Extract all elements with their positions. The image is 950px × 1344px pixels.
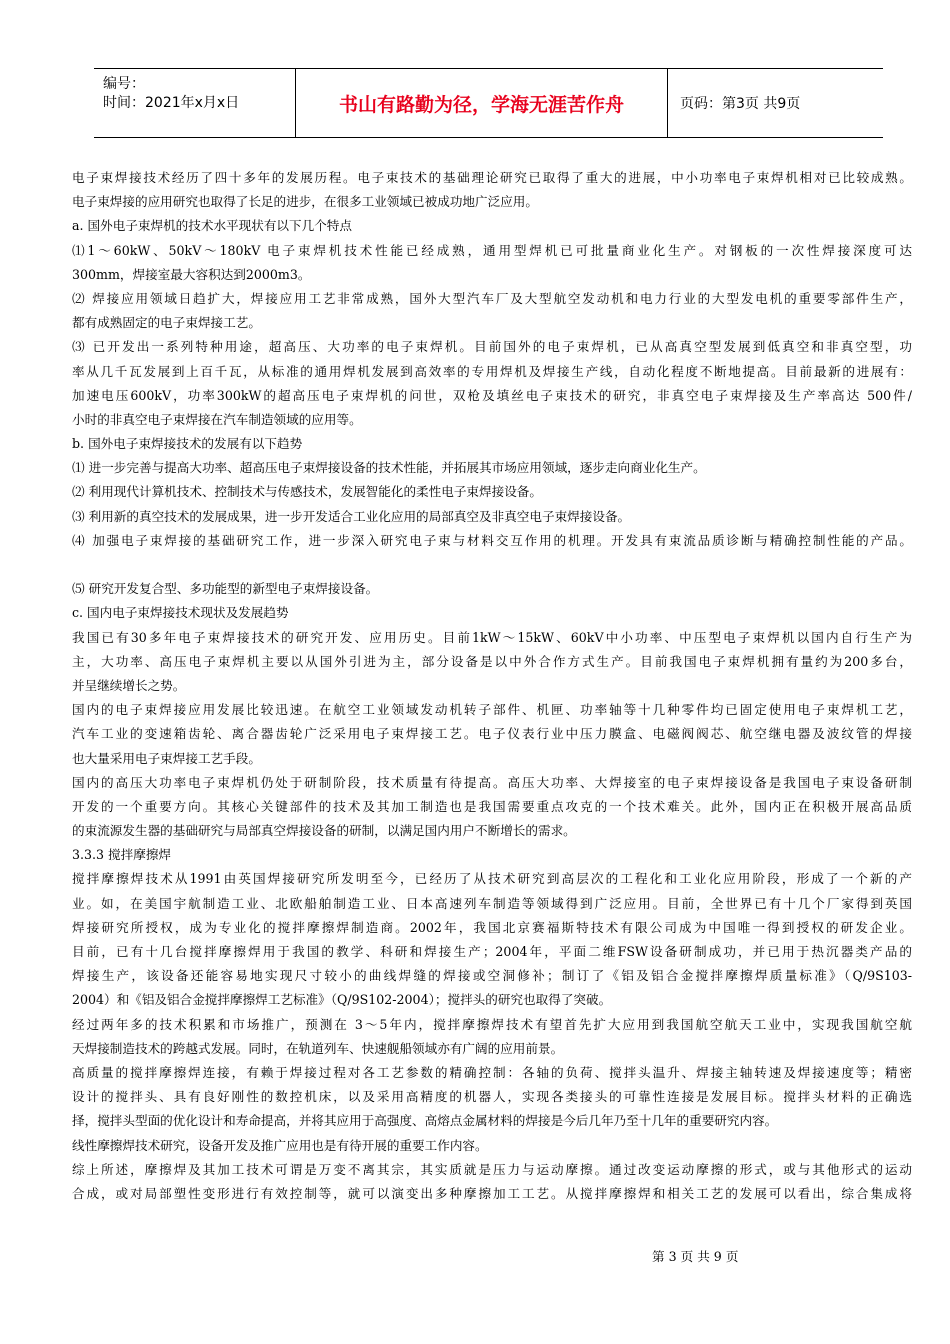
document-time: 时间：2021年x月x日 [103,95,240,111]
text-line: ⑷ 加强电子束焊接的基础研究工作，进一步深入研究电子束与材料交互作用的机理。开发具有束流品质诊断与精确控制性能的产品。 [72,532,912,548]
text-line: 焊接研究所授权，成为专业化的搅拌摩擦焊制造商。2002年，我国北京赛福斯特技术有限公司成为中国唯一得到授权的研发企业。 [72,919,912,935]
text-line: 业。如，在美国宇航制造工业、北欧船舶制造工业、日本高速列车制造等领域得到广泛应用。目前，全世界已有十几个厂家得到英国 [72,895,912,911]
document-body [72,166,912,1206]
text-line: 并呈继续增长之势。 [72,677,186,693]
header-page-number: 页码：第3页 共9页 [680,96,801,112]
text-line: 目前，已有十几台搅拌摩擦焊用于我国的教学、科研和焊接生产；2004年，平面二维FSW设备研制成功，并已用于热沉器类产品的 [72,944,912,959]
blank-line [72,553,912,577]
text-line: ⑶ 利用新的真空技术的发展成果，进一步开发适合工业化应用的局部真空及非真空电子束焊接设备。 [72,508,631,524]
text-line: 电子束焊接的应用研究也取得了长足的进步，在很多工业领域已被成功地广泛应用。 [72,194,538,210]
text-line: 高质量的搅拌摩擦焊连接，有赖于焊接过程对各工艺参数的精确控制：各轴的负荷、搅拌头温升、焊接主轴转速及焊接速度等；精密 [72,1064,912,1080]
text-line: 天焊接制造技术的跨越式发展。同时，在轨道列车、快速舰船领域亦有广阔的应用前景。 [72,1040,564,1056]
header-info-cell [94,69,295,137]
text-line: a. 国外电子束焊机的技术水平现状有以下几个特点 [72,218,352,234]
text-line: 开发的一个重要方向。其核心关键部件的技术及其加工制造也是我国需要重点攻克的一个技术难关。此外，国内正在积极开展高品质 [72,798,912,814]
header-motto: 书山有路勤为径，学海无涯苦作舟 [295,69,668,137]
text-line: 加速电压600kV，功率300kW的超高压电子束焊机的问世，双枪及填丝电子束技术的研究，非真空电子束焊接及生产率高达 500件/ [72,387,912,403]
text-line: 小时的非真空电子束焊接在汽车制造领域的应用等。 [72,411,362,427]
text-line: b. 国外电子束焊接技术的发展有以下趋势 [72,436,303,452]
text-line: 线性摩擦焊技术研究，设备开发及推广应用也是有待开展的重要工作内容。 [72,1137,488,1153]
text-line: 也大量采用电子束焊接工艺手段。 [72,750,261,766]
text-line: 3.3.3 搅拌摩擦焊 [72,847,172,863]
page-header [94,68,883,138]
text-line: 综上所述，摩擦焊及其加工技术可谓是万变不离其宗，其实质就是压力与运动摩擦。通过改变运动摩擦的形式，或与其他形式的运动 [72,1161,912,1177]
text-line: ⑵ 利用现代计算机技术、控制技术与传感技术，发展智能化的柔性电子束焊接设备。 [72,484,542,500]
text-line: 我国已有30多年电子束焊接技术的研究开发、应用历史。目前1kW～15kW、60kV中小功率、中压型电子束焊机以国内自行生产为 [72,629,912,645]
text-line: 电子束焊接技术经历了四十多年的发展历程。电子束技术的基础理论研究已取得了重大的进展，中小功率电子束焊机相对已比较成熟。 [72,170,912,185]
page-footer: 第 3 页 共 9 页 [652,1249,739,1264]
text-line: 国内的电子束焊接应用发展比较迅速。在航空工业领域发动机转子部件、机匣、功率轴等十几种零件均已固定使用电子束焊机工艺， [72,702,912,718]
text-line: ⑸ 研究开发复合型、多功能型的新型电子束焊接设备。 [72,581,379,597]
text-line: 国内的高压大功率电子束焊机仍处于研制阶段，技术质量有待提高。高压大功率、大焊接室的电子束焊接设备是我国电子束设备研制 [72,774,912,790]
text-line: c. 国内电子束焊接技术现状及发展趋势 [72,605,289,621]
text-line: 2004）和《铝及铝合金搅拌摩擦焊工艺标准》（Q/9S102-2004）；搅拌头的研究也取得了突破。 [72,992,612,1008]
text-line: 焊接生产，该设备还能容易地实现尺寸较小的曲线焊缝的焊接或空洞修补；制订了《铝及铝合金搅拌摩擦焊质量标准》（Q/9S103- [72,968,912,984]
text-line: 都有成熟固定的电子束焊接工艺。 [72,315,261,331]
text-line: ⑴1～60kW、50kV～180kV 电子束焊机技术性能已经成熟，通用型焊机已可批量商业化生产。对钢板的一次性焊接深度可达 [72,242,912,258]
document-number: 编号： [103,76,145,92]
text-line: ⑴ 进一步完善与提高大功率、超高压电子束焊接设备的技术性能，并拓展其市场应用领域，逐步走向商业化生产。 [72,460,706,476]
text-line: 搅拌摩擦焊技术从1991由英国焊接研究所发明至今，已经历了从技术研究到高层次的工程化和工业化应用阶段，形成了一个新的产 [72,871,912,887]
text-line: 经过两年多的技术积累和市场推广，预测在 3～5年内，搅拌摩擦焊技术有望首先扩大应用到我国航空航天工业中，实现我国航空航 [72,1016,912,1032]
text-line: 合成，或对局部塑性变形进行有效控制等，就可以演变出多种摩擦加工工艺。从搅拌摩擦焊和相关工艺的发展可以看出，综合集成将 [72,1185,912,1201]
text-line: 的束流源发生器的基础研究与局部真空焊接设备的研制，以满足国内用户不断增长的需求。 [72,823,576,839]
text-line: 300mm，焊接室最大容积达到2000m3。 [72,266,311,282]
text-line: 择，搅拌头型面的优化设计和寿命提高，并将其应用于高强度、高熔点金属材料的焊接是今后几年乃至十几年的重要研究内容。 [72,1113,778,1129]
text-line: 汽车工业的变速箱齿轮、离合器齿轮广泛采用电子束焊接工艺。电子仪表行业中压力膜盒、电磁阀阀芯、航空继电器及波纹管的焊接 [72,726,912,742]
text-line: 率从几千瓦发展到上百千瓦，从标准的通用焊机发展到高效率的专用焊机及焊接生产线，自动化程度不断地提高。目前最新的进展有： [72,363,912,379]
text-line: 主，大功率、高压电子束焊机主要以从国外引进为主，部分设备是以中外合作方式生产。目前我国电子束焊机拥有量约为200多台， [72,653,912,669]
text-line: 设计的搅拌头、具有良好刚性的数控机床，以及采用高精度的机器人，实现各类接头的可靠性连接是发展目标。搅拌头材料的正确选 [72,1089,912,1105]
text-line: ⑵ 焊接应用领域日趋扩大，焊接应用工艺非常成熟，国外大型汽车厂及大型航空发动机和电力行业的大型发电机的重要零部件生产， [72,290,912,306]
text-line: ⑶ 已开发出一系列特种用途，超高压、大功率的电子束焊机。目前国外的电子束焊机，已从高真空型发展到低真空和非真空型，功 [72,339,912,355]
